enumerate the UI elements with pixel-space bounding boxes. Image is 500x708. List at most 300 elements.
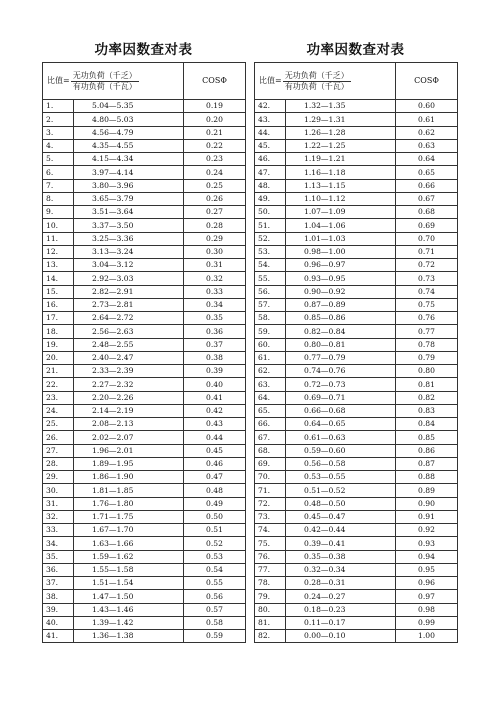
row-index: 20. xyxy=(43,351,74,364)
cos-value: 0.67 xyxy=(396,192,458,205)
row-index: 58. xyxy=(255,312,286,325)
row-index: 82. xyxy=(255,630,286,643)
ratio-range: 0.18—0.23 xyxy=(286,603,396,616)
ratio-range: 2.08—2.13 xyxy=(74,418,184,431)
row-index: 16. xyxy=(43,298,74,311)
cos-value: 0.99 xyxy=(396,616,458,629)
cos-value: 0.31 xyxy=(184,259,246,272)
row-index: 68. xyxy=(255,444,286,457)
row-index: 50. xyxy=(255,206,286,219)
cos-value: 0.23 xyxy=(184,153,246,166)
ratio-range: 0.51—0.52 xyxy=(286,484,396,497)
cos-value: 0.25 xyxy=(184,179,246,192)
table-row xyxy=(255,192,458,205)
cos-value: 0.50 xyxy=(184,510,246,523)
cos-value: 0.74 xyxy=(396,285,458,298)
cos-value: 0.20 xyxy=(184,113,246,126)
table-row xyxy=(255,524,458,537)
row-index: 29. xyxy=(43,471,74,484)
table-row xyxy=(43,550,246,563)
cos-value: 0.52 xyxy=(184,537,246,550)
ratio-range: 2.02—2.07 xyxy=(74,431,184,444)
cos-value: 0.28 xyxy=(184,219,246,232)
cos-value: 0.48 xyxy=(184,484,246,497)
row-index: 40. xyxy=(43,616,74,629)
row-index: 33. xyxy=(43,524,74,537)
row-index: 41. xyxy=(43,630,74,643)
cos-value: 0.75 xyxy=(396,298,458,311)
row-index: 28. xyxy=(43,457,74,470)
ratio-range: 1.04—1.06 xyxy=(286,219,396,232)
row-index: 60. xyxy=(255,338,286,351)
ratio-range: 0.77—0.79 xyxy=(286,351,396,364)
ratio-range: 0.72—0.73 xyxy=(286,378,396,391)
row-index: 7. xyxy=(43,179,74,192)
table-row xyxy=(43,166,246,179)
ratio-range: 0.90—0.92 xyxy=(286,285,396,298)
table-row xyxy=(255,510,458,523)
ratio-range: 0.35—0.38 xyxy=(286,550,396,563)
row-index: 22. xyxy=(43,378,74,391)
table-row xyxy=(43,444,246,457)
row-index: 79. xyxy=(255,590,286,603)
ratio-prefix: 比值= xyxy=(47,76,70,85)
ratio-fraction xyxy=(283,72,351,91)
ratio-range: 3.04—3.12 xyxy=(74,259,184,272)
ratio-range: 0.59—0.60 xyxy=(286,444,396,457)
row-index: 47. xyxy=(255,166,286,179)
table-row xyxy=(43,630,246,643)
ratio-range: 1.26—1.28 xyxy=(286,126,396,139)
row-index: 24. xyxy=(43,404,74,417)
table-row xyxy=(255,391,458,404)
table-row xyxy=(43,497,246,510)
row-index: 2. xyxy=(43,113,74,126)
cos-value: 0.61 xyxy=(396,113,458,126)
table-row xyxy=(255,590,458,603)
ratio-range: 1.51—1.54 xyxy=(74,577,184,590)
ratio-range: 1.13—1.15 xyxy=(286,179,396,192)
ratio-range: 0.82—0.84 xyxy=(286,325,396,338)
table-row xyxy=(255,444,458,457)
ratio-range: 1.19—1.21 xyxy=(286,153,396,166)
table-row xyxy=(255,113,458,126)
cos-value: 0.36 xyxy=(184,325,246,338)
ratio-range: 1.07—1.09 xyxy=(286,206,396,219)
ratio-range: 2.64—2.72 xyxy=(74,312,184,325)
ratio-range: 2.73—2.81 xyxy=(74,298,184,311)
table-row xyxy=(43,179,246,192)
table-row xyxy=(43,113,246,126)
table-row xyxy=(43,524,246,537)
cos-value: 0.49 xyxy=(184,497,246,510)
cos-value: 0.40 xyxy=(184,378,246,391)
row-index: 52. xyxy=(255,232,286,245)
ratio-range: 0.00—0.10 xyxy=(286,630,396,643)
ratio-range: 3.51—3.64 xyxy=(74,206,184,219)
table-row xyxy=(43,245,246,258)
cos-value: 0.47 xyxy=(184,471,246,484)
table-row xyxy=(43,378,246,391)
cos-value: 0.30 xyxy=(184,245,246,258)
table-row xyxy=(255,325,458,338)
table-header-row xyxy=(255,63,458,100)
table-row xyxy=(255,139,458,152)
cos-value: 0.32 xyxy=(184,272,246,285)
table-row xyxy=(255,404,458,417)
ratio-range: 1.36—1.38 xyxy=(74,630,184,643)
ratio-numerator: 无功负荷（千乏） xyxy=(284,70,349,80)
row-index: 67. xyxy=(255,431,286,444)
table-row xyxy=(43,391,246,404)
ratio-range: 1.10—1.12 xyxy=(286,192,396,205)
table-row xyxy=(43,351,246,364)
row-index: 64. xyxy=(255,391,286,404)
table-row xyxy=(43,457,246,470)
cos-value: 0.60 xyxy=(396,100,458,113)
table-row xyxy=(43,272,246,285)
table-row xyxy=(255,616,458,629)
table-row xyxy=(43,100,246,113)
cos-value: 0.96 xyxy=(396,577,458,590)
row-index: 45. xyxy=(255,139,286,152)
table-row xyxy=(255,537,458,550)
cos-value: 0.37 xyxy=(184,338,246,351)
row-index: 42. xyxy=(255,100,286,113)
cos-value: 0.70 xyxy=(396,232,458,245)
row-index: 80. xyxy=(255,603,286,616)
ratio-range: 4.80—5.03 xyxy=(74,113,184,126)
row-index: 36. xyxy=(43,563,74,576)
table-row xyxy=(43,484,246,497)
right-table-title: 功率因数查对表 xyxy=(306,41,405,58)
row-index: 72. xyxy=(255,497,286,510)
table-row xyxy=(255,312,458,325)
cos-value: 0.33 xyxy=(184,285,246,298)
table-row xyxy=(255,259,458,272)
cos-value: 0.94 xyxy=(396,550,458,563)
cos-value: 0.95 xyxy=(396,563,458,576)
ratio-range: 0.85—0.86 xyxy=(286,312,396,325)
table-row xyxy=(43,139,246,152)
cos-value: 0.97 xyxy=(396,590,458,603)
ratio-range: 0.98—1.00 xyxy=(286,245,396,258)
table-row xyxy=(255,577,458,590)
ratio-range: 2.20—2.26 xyxy=(74,391,184,404)
ratio-range: 0.56—0.58 xyxy=(286,457,396,470)
cos-value: 0.51 xyxy=(184,524,246,537)
cos-value: 0.59 xyxy=(184,630,246,643)
row-index: 26. xyxy=(43,431,74,444)
left-table-title: 功率因数查对表 xyxy=(94,41,193,58)
ratio-range: 1.39—1.42 xyxy=(74,616,184,629)
ratio-range: 3.65—3.79 xyxy=(74,192,184,205)
row-index: 10. xyxy=(43,219,74,232)
row-index: 38. xyxy=(43,590,74,603)
ratio-denominator: 有功负荷（千瓦） xyxy=(72,81,137,91)
cos-value: 0.81 xyxy=(396,378,458,391)
ratio-prefix: 比值= xyxy=(259,76,282,85)
row-index: 71. xyxy=(255,484,286,497)
row-index: 44. xyxy=(255,126,286,139)
row-index: 4. xyxy=(43,139,74,152)
ratio-range: 2.56—2.63 xyxy=(74,325,184,338)
row-index: 32. xyxy=(43,510,74,523)
cos-value: 0.83 xyxy=(396,404,458,417)
table-row xyxy=(43,285,246,298)
left-power-factor-table xyxy=(42,62,246,643)
cos-value: 0.62 xyxy=(396,126,458,139)
cos-value: 0.39 xyxy=(184,365,246,378)
ratio-range: 1.63—1.66 xyxy=(74,537,184,550)
cos-value: 1.00 xyxy=(396,630,458,643)
cos-header: COSΦ xyxy=(396,63,458,100)
row-index: 13. xyxy=(43,259,74,272)
row-index: 69. xyxy=(255,457,286,470)
ratio-range: 3.37—3.50 xyxy=(74,219,184,232)
table-row xyxy=(43,537,246,550)
cos-value: 0.85 xyxy=(396,431,458,444)
ratio-range: 0.24—0.27 xyxy=(286,590,396,603)
row-index: 73. xyxy=(255,510,286,523)
cos-value: 0.63 xyxy=(396,139,458,152)
ratio-range: 1.96—2.01 xyxy=(74,444,184,457)
ratio-range: 2.33—2.39 xyxy=(74,365,184,378)
ratio-range: 1.55—1.58 xyxy=(74,563,184,576)
row-index: 75. xyxy=(255,537,286,550)
cos-value: 0.73 xyxy=(396,272,458,285)
row-index: 78. xyxy=(255,577,286,590)
left-table-body xyxy=(43,100,246,643)
table-row xyxy=(255,431,458,444)
ratio-range: 1.59—1.62 xyxy=(74,550,184,563)
ratio-fraction xyxy=(71,72,139,91)
cos-value: 0.92 xyxy=(396,524,458,537)
row-index: 3. xyxy=(43,126,74,139)
table-row xyxy=(255,232,458,245)
ratio-range: 2.40—2.47 xyxy=(74,351,184,364)
table-row xyxy=(43,259,246,272)
ratio-range: 1.32—1.35 xyxy=(286,100,396,113)
ratio-range: 0.96—0.97 xyxy=(286,259,396,272)
table-row xyxy=(255,418,458,431)
row-index: 57. xyxy=(255,298,286,311)
row-index: 30. xyxy=(43,484,74,497)
cos-value: 0.72 xyxy=(396,259,458,272)
cos-value: 0.84 xyxy=(396,418,458,431)
ratio-range: 0.48—0.50 xyxy=(286,497,396,510)
ratio-range: 0.28—0.31 xyxy=(286,577,396,590)
ratio-range: 0.64—0.65 xyxy=(286,418,396,431)
table-row xyxy=(255,285,458,298)
ratio-range: 0.53—0.55 xyxy=(286,471,396,484)
table-row xyxy=(255,471,458,484)
row-index: 35. xyxy=(43,550,74,563)
row-index: 18. xyxy=(43,325,74,338)
ratio-range: 0.66—0.68 xyxy=(286,404,396,417)
cos-value: 0.44 xyxy=(184,431,246,444)
right-table-body xyxy=(255,100,458,643)
table-row xyxy=(255,126,458,139)
row-index: 6. xyxy=(43,166,74,179)
row-index: 77. xyxy=(255,563,286,576)
ratio-range: 3.80—3.96 xyxy=(74,179,184,192)
row-index: 11. xyxy=(43,232,74,245)
row-index: 15. xyxy=(43,285,74,298)
ratio-range: 0.42—0.44 xyxy=(286,524,396,537)
ratio-range: 1.89—1.95 xyxy=(74,457,184,470)
row-index: 46. xyxy=(255,153,286,166)
row-index: 14. xyxy=(43,272,74,285)
cos-value: 0.82 xyxy=(396,391,458,404)
table-row xyxy=(255,603,458,616)
ratio-range: 1.01—1.03 xyxy=(286,232,396,245)
ratio-range: 1.71—1.75 xyxy=(74,510,184,523)
table-row xyxy=(43,325,246,338)
row-index: 51. xyxy=(255,219,286,232)
cos-value: 0.29 xyxy=(184,232,246,245)
table-row xyxy=(255,298,458,311)
table-row xyxy=(43,192,246,205)
row-index: 53. xyxy=(255,245,286,258)
row-index: 9. xyxy=(43,206,74,219)
row-index: 48. xyxy=(255,179,286,192)
ratio-range: 4.56—4.79 xyxy=(74,126,184,139)
cos-value: 0.91 xyxy=(396,510,458,523)
table-row xyxy=(255,166,458,179)
cos-value: 0.66 xyxy=(396,179,458,192)
row-index: 5. xyxy=(43,153,74,166)
ratio-range: 1.29—1.31 xyxy=(286,113,396,126)
row-index: 23. xyxy=(43,391,74,404)
cos-value: 0.42 xyxy=(184,404,246,417)
row-index: 55. xyxy=(255,272,286,285)
table-row xyxy=(43,206,246,219)
ratio-header xyxy=(255,63,396,100)
cos-value: 0.26 xyxy=(184,192,246,205)
cos-value: 0.55 xyxy=(184,577,246,590)
row-index: 34. xyxy=(43,537,74,550)
cos-value: 0.89 xyxy=(396,484,458,497)
cos-value: 0.46 xyxy=(184,457,246,470)
table-row xyxy=(43,298,246,311)
table-row xyxy=(43,616,246,629)
cos-value: 0.87 xyxy=(396,457,458,470)
cos-value: 0.38 xyxy=(184,351,246,364)
cos-value: 0.77 xyxy=(396,325,458,338)
ratio-range: 2.48—2.55 xyxy=(74,338,184,351)
cos-value: 0.71 xyxy=(396,245,458,258)
row-index: 31. xyxy=(43,497,74,510)
table-row xyxy=(43,590,246,603)
table-row xyxy=(255,550,458,563)
cos-value: 0.45 xyxy=(184,444,246,457)
row-index: 27. xyxy=(43,444,74,457)
cos-value: 0.76 xyxy=(396,312,458,325)
table-row xyxy=(43,219,246,232)
row-index: 63. xyxy=(255,378,286,391)
table-row xyxy=(255,245,458,258)
cos-value: 0.65 xyxy=(396,166,458,179)
cos-value: 0.57 xyxy=(184,603,246,616)
cos-value: 0.22 xyxy=(184,139,246,152)
ratio-range: 0.69—0.71 xyxy=(286,391,396,404)
row-index: 62. xyxy=(255,365,286,378)
row-index: 81. xyxy=(255,616,286,629)
ratio-range: 1.86—1.90 xyxy=(74,471,184,484)
table-row xyxy=(255,630,458,643)
row-index: 70. xyxy=(255,471,286,484)
table-row xyxy=(43,603,246,616)
table-row xyxy=(255,378,458,391)
cos-value: 0.21 xyxy=(184,126,246,139)
ratio-range: 1.16—1.18 xyxy=(286,166,396,179)
table-row xyxy=(255,206,458,219)
cos-value: 0.69 xyxy=(396,219,458,232)
row-index: 12. xyxy=(43,245,74,258)
row-index: 76. xyxy=(255,550,286,563)
ratio-range: 0.74—0.76 xyxy=(286,365,396,378)
table-row xyxy=(43,153,246,166)
row-index: 59. xyxy=(255,325,286,338)
cos-value: 0.54 xyxy=(184,563,246,576)
table-row xyxy=(43,418,246,431)
row-index: 21. xyxy=(43,365,74,378)
ratio-range: 0.32—0.34 xyxy=(286,563,396,576)
ratio-range: 0.80—0.81 xyxy=(286,338,396,351)
row-index: 19. xyxy=(43,338,74,351)
ratio-header xyxy=(43,63,184,100)
cos-value: 0.58 xyxy=(184,616,246,629)
ratio-range: 1.22—1.25 xyxy=(286,139,396,152)
cos-value: 0.86 xyxy=(396,444,458,457)
ratio-range: 4.35—4.55 xyxy=(74,139,184,152)
ratio-range: 3.97—4.14 xyxy=(74,166,184,179)
table-row xyxy=(255,351,458,364)
table-row xyxy=(43,312,246,325)
table-row xyxy=(255,338,458,351)
cos-value: 0.53 xyxy=(184,550,246,563)
table-row xyxy=(255,365,458,378)
ratio-range: 0.61—0.63 xyxy=(286,431,396,444)
cos-value: 0.88 xyxy=(396,471,458,484)
table-row xyxy=(43,563,246,576)
table-row xyxy=(255,484,458,497)
table-row xyxy=(43,431,246,444)
ratio-range: 0.11—0.17 xyxy=(286,616,396,629)
row-index: 25. xyxy=(43,418,74,431)
ratio-range: 5.04—5.35 xyxy=(74,100,184,113)
cos-value: 0.79 xyxy=(396,351,458,364)
right-power-factor-table xyxy=(254,62,458,643)
cos-value: 0.78 xyxy=(396,338,458,351)
ratio-range: 2.92—3.03 xyxy=(74,272,184,285)
table-row xyxy=(43,471,246,484)
ratio-range: 1.81—1.85 xyxy=(74,484,184,497)
row-index: 66. xyxy=(255,418,286,431)
table-row xyxy=(255,563,458,576)
table-row xyxy=(255,219,458,232)
cos-value: 0.34 xyxy=(184,298,246,311)
ratio-range: 2.14—2.19 xyxy=(74,404,184,417)
ratio-range: 0.93—0.95 xyxy=(286,272,396,285)
table-row xyxy=(255,179,458,192)
table-row xyxy=(255,100,458,113)
table-header-row xyxy=(43,63,246,100)
table-row xyxy=(43,510,246,523)
table-row xyxy=(43,404,246,417)
ratio-range: 0.45—0.47 xyxy=(286,510,396,523)
